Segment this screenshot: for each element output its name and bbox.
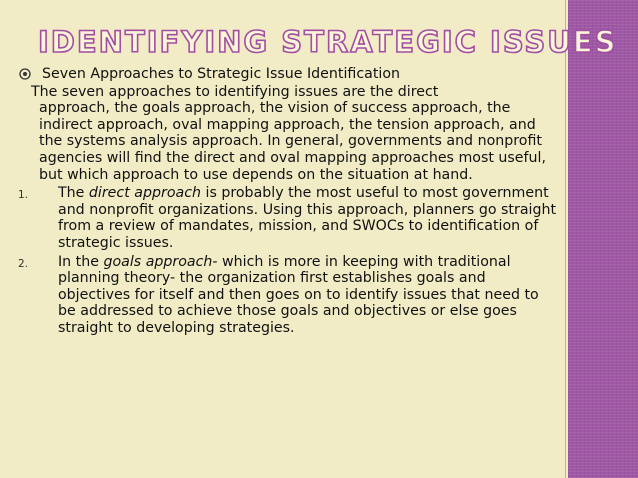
slide-title: IDENTIFYING STRATEGIC ISSUES bbox=[38, 25, 618, 59]
list-item-post: - which is more in keeping with traditional planning theory- the organization first establishes goals and objectives for itself and then goes on to identify issues that need to be addressed to achieve those goals and objectives or else goes straight to developing strategies. bbox=[58, 253, 539, 336]
list-item-emphasis: goals approach bbox=[103, 253, 213, 270]
list-item bbox=[18, 254, 558, 337]
list-item-text bbox=[58, 254, 558, 337]
decorative-sidebar bbox=[568, 0, 638, 478]
slide-body bbox=[18, 66, 558, 337]
list-number: 1. bbox=[18, 189, 29, 202]
list-item-pre: In the bbox=[58, 253, 104, 270]
intro-first-line: The seven approaches to identifying issues are the direct bbox=[31, 83, 439, 100]
list-item-pre: The bbox=[58, 185, 89, 202]
list-item-post: is probably the most useful to most government and nonprofit organizations. Using this approach, planners go straight from a review of mandates, mission, and SWOCs to identification of strategic issues. bbox=[58, 185, 557, 251]
sidebar-divider bbox=[565, 0, 566, 478]
intro-rest: approach, the goals approach, the vision of success approach, the indirect approach, oval mapping approach, the tension approach, and the systems analysis approach. In general, governments and nonprofit agencies will find the direct and oval mapping approaches most useful, but which approach to use depends on the situation at hand. bbox=[39, 100, 546, 183]
list-item-emphasis: direct approach bbox=[88, 185, 201, 202]
target-bullet-icon bbox=[18, 67, 32, 81]
list-item bbox=[18, 185, 558, 251]
list-number: 2. bbox=[18, 257, 29, 270]
bullet-heading bbox=[18, 66, 558, 83]
intro-paragraph bbox=[31, 84, 558, 184]
bullet-heading-text: Seven Approaches to Strategic Issue Identification bbox=[42, 66, 401, 82]
list-item-text bbox=[58, 185, 558, 251]
